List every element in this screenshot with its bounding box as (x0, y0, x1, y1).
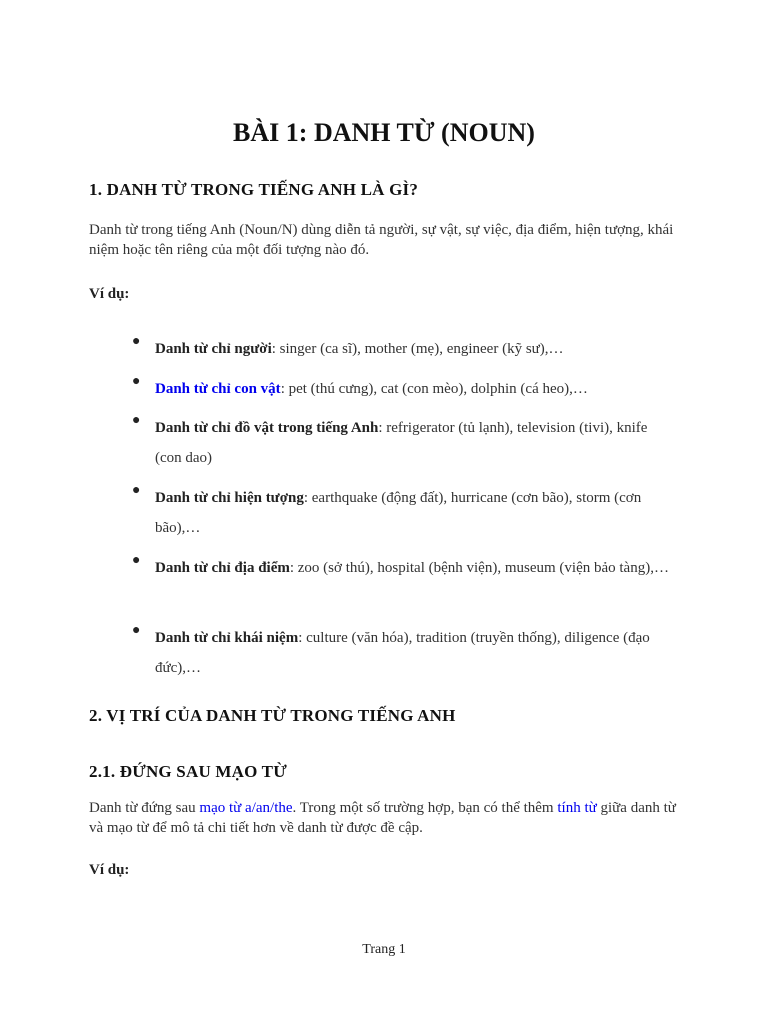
list-item-desc: : zoo (sở thú), hospital (bệnh viện), museum (viện bảo tàng),… (289, 560, 669, 576)
paragraph-text: giữa danh từ và mạo từ để mô tả chi tiết hơn về danh từ được đề cập. (89, 800, 676, 836)
page-number: Trang 1 (362, 942, 406, 957)
list-item-desc: : pet (thú cưng), cat (con mèo), dolphin (cá heo),… (280, 381, 588, 397)
example-label: Ví dụ: (89, 286, 130, 302)
adjective-link[interactable]: tính từ (557, 800, 597, 816)
bullet-icon: ● (132, 374, 141, 389)
example-label: Ví dụ: (89, 862, 130, 878)
list-item-text (155, 553, 675, 583)
section-1-paragraph: Danh từ trong tiếng Anh (Noun/N) dùng diễn tả người, sự vật, sự việc, địa điểm, hiện tượng, khái niệm hoặc tên riêng của một đối tượng nào đó. (89, 222, 674, 258)
page-title: BÀI 1: DANH TỪ (NOUN) (233, 118, 535, 147)
list-item-desc: : culture (văn hóa), tradition (truyền thống), diligence (đạo đức),… (155, 630, 650, 676)
list-item-term: Danh từ chỉ đồ vật trong tiếng Anh (155, 420, 379, 436)
article-link[interactable]: mạo từ a/an/the (199, 800, 293, 816)
animal-noun-link[interactable]: Danh từ chỉ con vật (155, 381, 281, 397)
list-item-desc: : refrigerator (tủ lạnh), television (tivi), knife (con dao) (155, 420, 648, 466)
list-item-text (155, 334, 675, 364)
list-item-text (155, 623, 675, 683)
bullet-icon: ● (132, 413, 141, 428)
section-2-1-paragraph (89, 798, 689, 838)
paragraph-text: Danh từ đứng sau (89, 800, 200, 816)
bullet-icon: ● (132, 623, 141, 638)
list-item-desc: : earthquake (động đất), hurricane (cơn bão), storm (cơn bão),… (155, 490, 642, 536)
list-item-term: Danh từ chỉ hiện tượng (155, 490, 304, 506)
list-item-text (155, 413, 675, 473)
list-item-text (155, 374, 675, 404)
section-2-1-heading: 2.1. ĐỨNG SAU MẠO TỪ (89, 762, 287, 781)
list-item-desc: : singer (ca sĩ), mother (mẹ), engineer (kỹ sư),… (271, 341, 564, 357)
bullet-icon: ● (132, 334, 141, 349)
list-item-text (155, 483, 675, 543)
list-item-term: Danh từ chỉ người (155, 341, 272, 357)
bullet-icon: ● (132, 483, 141, 498)
list-item-term: Danh từ chỉ khái niệm (155, 630, 299, 646)
paragraph-text: . Trong một số trường hợp, bạn có thể thêm (292, 800, 558, 816)
section-1-heading: 1. DANH TỪ TRONG TIẾNG ANH LÀ GÌ? (89, 180, 419, 199)
list-item-term: Danh từ chỉ địa điểm (155, 560, 290, 576)
bullet-icon: ● (132, 553, 141, 568)
section-2-heading: 2. VỊ TRÍ CỦA DANH TỪ TRONG TIẾNG ANH (89, 706, 456, 725)
